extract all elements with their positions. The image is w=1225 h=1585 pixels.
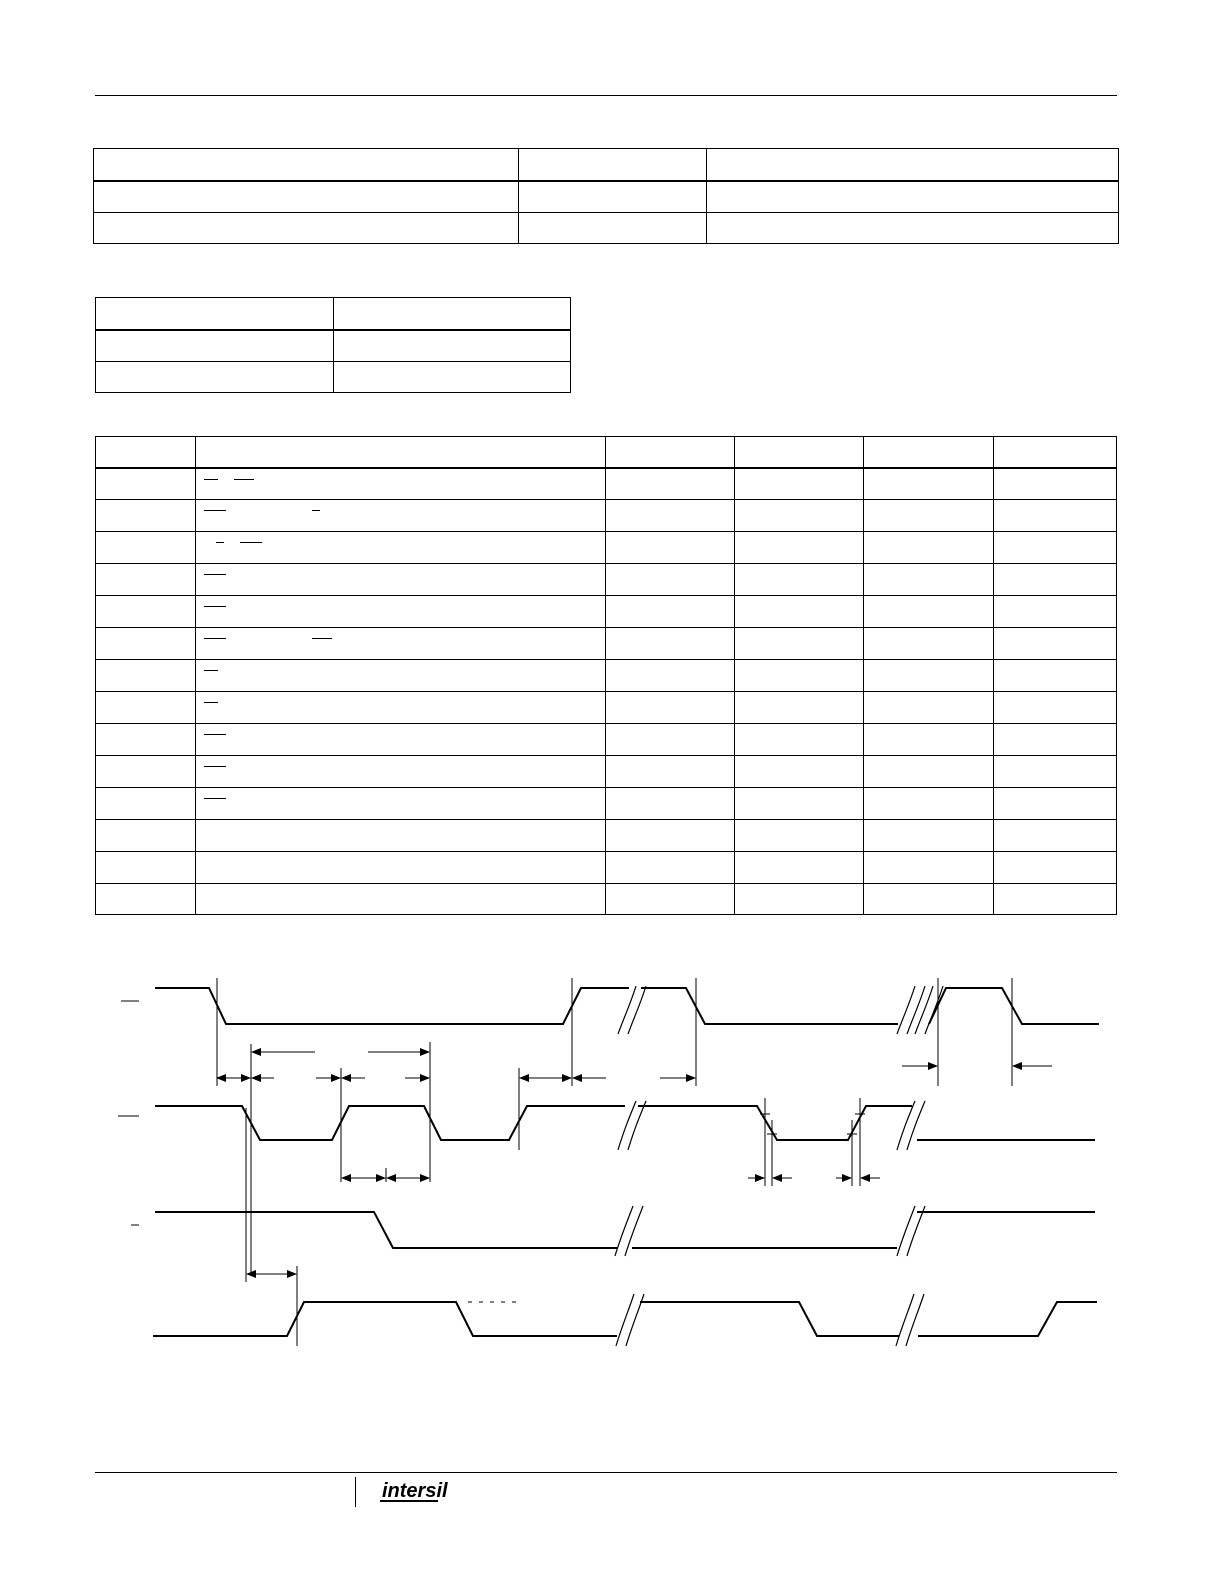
table-cell — [96, 884, 196, 915]
table-cell — [96, 468, 196, 500]
table-cell — [994, 500, 1117, 532]
table-cell — [864, 628, 994, 660]
overbar-mark — [234, 479, 254, 480]
break-mark — [618, 986, 646, 1034]
table-cell — [96, 330, 334, 362]
table-cell — [606, 596, 735, 628]
table-cell — [735, 852, 864, 884]
timing-diagram — [0, 960, 1225, 1360]
table-cell — [735, 437, 864, 468]
table-cell — [864, 692, 994, 724]
table-cell — [606, 756, 735, 788]
table-cell — [707, 213, 1119, 244]
table-cell — [864, 820, 994, 852]
signal-4-waveform — [153, 1302, 617, 1336]
table-cell — [606, 468, 735, 500]
break-mark — [897, 1206, 925, 1256]
table-row — [94, 213, 1119, 244]
table-cell — [196, 532, 606, 564]
table-cell — [334, 298, 571, 330]
signal-3-waveform — [155, 1212, 617, 1248]
table-row — [96, 852, 1117, 884]
overbar-mark — [204, 606, 226, 607]
table-cell — [735, 660, 864, 692]
table-cell — [519, 149, 707, 181]
table-cell — [519, 181, 707, 213]
table-row — [96, 596, 1117, 628]
intersil-logo-graphic — [380, 1477, 475, 1505]
overbar-mark — [216, 542, 224, 543]
table-cell — [606, 692, 735, 724]
table-cell — [735, 788, 864, 820]
table-cell — [994, 852, 1117, 884]
overbar-mark — [204, 766, 226, 767]
table-cell — [96, 596, 196, 628]
table-cell — [196, 852, 606, 884]
table-cell — [864, 437, 994, 468]
table-cell — [96, 500, 196, 532]
table-cell — [196, 692, 606, 724]
table-cell — [519, 213, 707, 244]
table-cell — [96, 852, 196, 884]
table-row — [96, 564, 1117, 596]
signal-4-waveform-cont — [640, 1302, 899, 1336]
break-mark — [915, 986, 943, 1034]
table-cell — [994, 628, 1117, 660]
table-cell — [864, 852, 994, 884]
table-cell — [994, 884, 1117, 915]
table-cell — [735, 884, 864, 915]
table-cell — [864, 468, 994, 500]
table-1-header-row — [94, 149, 1119, 181]
table-cell — [196, 564, 606, 596]
table-row — [96, 500, 1117, 532]
table-row — [96, 660, 1117, 692]
table-cell — [606, 532, 735, 564]
table-cell — [196, 660, 606, 692]
table-cell — [735, 596, 864, 628]
signal-1-waveform — [155, 988, 629, 1024]
table-cell — [606, 437, 735, 468]
table-row — [96, 724, 1117, 756]
footer-divider — [355, 1477, 356, 1507]
table-cell — [96, 756, 196, 788]
overbar-mark — [204, 479, 218, 480]
signal-2-waveform — [155, 1106, 625, 1140]
table-cell — [735, 532, 864, 564]
table-cell — [735, 820, 864, 852]
table-cell — [96, 437, 196, 468]
table-cell — [196, 500, 606, 532]
table-cell — [606, 500, 735, 532]
table-cell — [707, 181, 1119, 213]
table-cell — [606, 788, 735, 820]
table-row — [96, 628, 1117, 660]
table-cell — [707, 149, 1119, 181]
overbar-mark — [204, 510, 226, 511]
intersil-logo — [380, 1477, 475, 1510]
table-cell — [735, 564, 864, 596]
table-3-header-row — [96, 437, 1117, 468]
table-cell — [96, 788, 196, 820]
table-cell — [96, 564, 196, 596]
table-cell — [96, 660, 196, 692]
table-cell — [334, 330, 571, 362]
table-cell — [735, 500, 864, 532]
table-cell — [994, 820, 1117, 852]
table-cell — [864, 884, 994, 915]
table-cell — [735, 692, 864, 724]
signal-2-waveform-cont — [638, 1106, 912, 1140]
table-row — [96, 330, 571, 362]
break-mark — [897, 1101, 925, 1150]
table-1 — [93, 148, 1119, 244]
overbar-mark — [204, 702, 218, 703]
logo-text: intersil — [382, 1480, 448, 1502]
table-cell — [994, 724, 1117, 756]
table-cell — [994, 564, 1117, 596]
table-cell — [735, 628, 864, 660]
table-cell — [196, 820, 606, 852]
table-cell — [864, 564, 994, 596]
table-cell — [735, 724, 864, 756]
table-cell — [864, 756, 994, 788]
table-cell — [196, 468, 606, 500]
table-row — [96, 756, 1117, 788]
table-cell — [196, 596, 606, 628]
table-cell — [735, 756, 864, 788]
signal-1-waveform-cont — [641, 988, 898, 1024]
table-cell — [735, 468, 864, 500]
overbar-mark — [312, 638, 332, 639]
table-cell — [606, 852, 735, 884]
table-row — [94, 181, 1119, 213]
overbar-mark — [240, 542, 262, 543]
table-cell — [196, 884, 606, 915]
table-cell — [864, 724, 994, 756]
table-row — [96, 362, 571, 393]
table-cell — [96, 692, 196, 724]
table-cell — [94, 149, 519, 181]
table-row — [96, 788, 1117, 820]
table-cell — [196, 628, 606, 660]
table-cell — [864, 532, 994, 564]
table-cell — [96, 724, 196, 756]
table-cell — [994, 756, 1117, 788]
table-row — [96, 692, 1117, 724]
table-cell — [606, 628, 735, 660]
table-cell — [196, 756, 606, 788]
table-cell — [994, 596, 1117, 628]
table-cell — [96, 532, 196, 564]
table-cell — [994, 468, 1117, 500]
overbar-mark — [204, 798, 226, 799]
table-cell — [94, 213, 519, 244]
footer-rule — [95, 1472, 1117, 1473]
table-row — [96, 468, 1117, 500]
overbar-mark — [204, 670, 218, 671]
table-cell — [96, 298, 334, 330]
table-cell — [864, 788, 994, 820]
header-rule — [95, 95, 1117, 96]
table-cell — [606, 660, 735, 692]
table-3 — [95, 436, 1117, 915]
break-mark — [616, 1294, 644, 1346]
table-cell — [334, 362, 571, 393]
table-cell — [994, 692, 1117, 724]
table-cell — [864, 660, 994, 692]
table-cell — [606, 820, 735, 852]
signal-1-waveform-end — [929, 988, 1099, 1024]
table-cell — [196, 724, 606, 756]
table-cell — [196, 437, 606, 468]
table-row — [96, 532, 1117, 564]
break-mark — [896, 1294, 924, 1346]
table-cell — [864, 500, 994, 532]
overbar-mark — [204, 734, 226, 735]
table-cell — [96, 628, 196, 660]
table-2-header-row — [96, 298, 571, 330]
overbar-mark — [312, 510, 320, 511]
overbar-mark — [204, 574, 226, 575]
table-cell — [606, 564, 735, 596]
table-cell — [96, 362, 334, 393]
table-cell — [864, 596, 994, 628]
table-cell — [994, 660, 1117, 692]
table-cell — [606, 884, 735, 915]
table-row — [96, 820, 1117, 852]
table-cell — [606, 724, 735, 756]
break-mark — [897, 986, 925, 1034]
table-2 — [95, 297, 571, 393]
table-cell — [994, 437, 1117, 468]
table-cell — [96, 820, 196, 852]
signal-4-waveform-end — [918, 1302, 1097, 1336]
table-row — [96, 884, 1117, 915]
table-cell — [994, 532, 1117, 564]
table-cell — [94, 181, 519, 213]
table-cell — [196, 788, 606, 820]
break-mark — [618, 1101, 646, 1150]
overbar-mark — [204, 638, 226, 639]
table-cell — [994, 788, 1117, 820]
